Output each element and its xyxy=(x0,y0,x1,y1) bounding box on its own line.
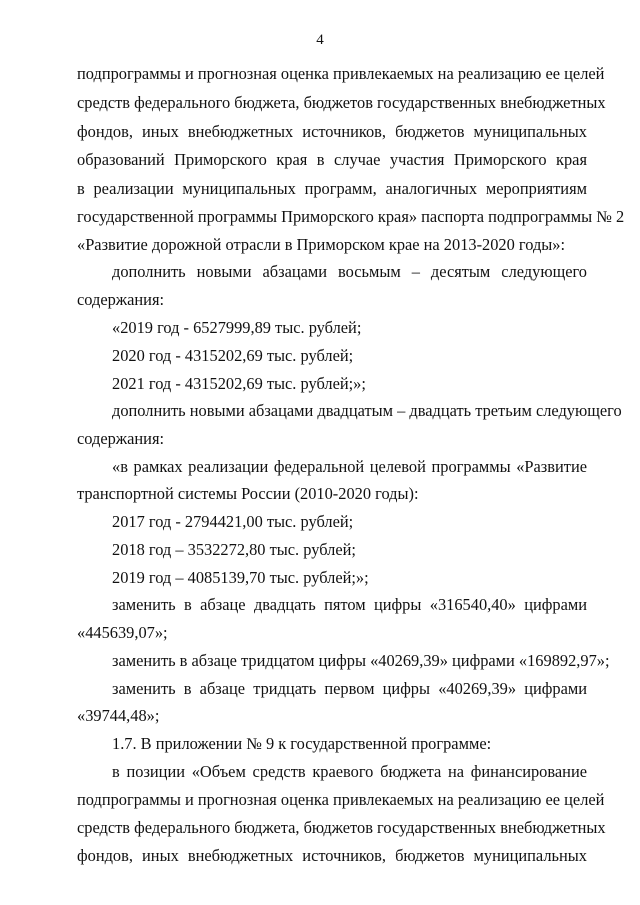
text-line: подпрограммы и прогнозная оценка привлекаемых на реализацию ее целей xyxy=(77,64,605,83)
text-line: подпрограммы и прогнозная оценка привлекаемых на реализацию ее целей xyxy=(77,790,605,809)
text-line: образований Приморского края в случае участия Приморского края xyxy=(77,150,587,169)
text-line: 2018 год – 3532272,80 тыс. рублей; xyxy=(112,540,356,559)
text-line: фондов, иных внебюджетных источников, бюджетов муниципальных xyxy=(77,122,587,141)
text-line: в реализации муниципальных программ, аналогичных мероприятиям xyxy=(77,179,587,198)
text-line: заменить в абзаце двадцать пятом цифры «316540,40» цифрами xyxy=(112,595,587,614)
text-line: «в рамках реализации федеральной целевой программы «Развитие xyxy=(112,457,587,476)
text-line: 2020 год - 4315202,69 тыс. рублей; xyxy=(112,346,354,365)
text-line: заменить в абзаце тридцать первом цифры «40269,39» цифрами xyxy=(112,679,587,698)
text-line: заменить в абзаце тридцатом цифры «40269,39» цифрами «169892,97»; xyxy=(112,651,610,670)
text-line: содержания: xyxy=(77,290,165,309)
text-line: «39744,48»; xyxy=(77,706,160,725)
text-line: 2021 год - 4315202,69 тыс. рублей;»; xyxy=(112,374,366,393)
text-line: «Развитие дорожной отрасли в Приморском крае на 2013-2020 годы»: xyxy=(77,235,566,254)
text-line: дополнить новыми абзацами двадцатым – двадцать третьим следующего xyxy=(112,401,622,420)
text-line: «445639,07»; xyxy=(77,623,168,642)
text-line: 1.7. В приложении № 9 к государственной программе: xyxy=(112,734,492,753)
text-line: государственной программы Приморского края» паспорта подпрограммы № 2 xyxy=(77,207,625,226)
text-line: фондов, иных внебюджетных источников, бюджетов муниципальных xyxy=(77,846,587,865)
text-line: средств федерального бюджета, бюджетов государственных внебюджетных xyxy=(77,818,606,837)
text-line: 2019 год – 4085139,70 тыс. рублей;»; xyxy=(112,568,369,587)
text-line: 2017 год - 2794421,00 тыс. рублей; xyxy=(112,512,354,531)
text-line: транспортной системы России (2010-2020 годы): xyxy=(77,484,419,503)
text-line: средств федерального бюджета, бюджетов государственных внебюджетных xyxy=(77,93,606,112)
page-number: 4 xyxy=(316,32,324,48)
text-line: дополнить новыми абзацами восьмым – десятым следующего xyxy=(112,262,587,281)
text-line: «2019 год - 6527999,89 тыс. рублей; xyxy=(112,318,362,337)
text-line: в позиции «Объем средств краевого бюджета на финансирование xyxy=(112,762,587,781)
text-line: содержания: xyxy=(77,429,165,448)
